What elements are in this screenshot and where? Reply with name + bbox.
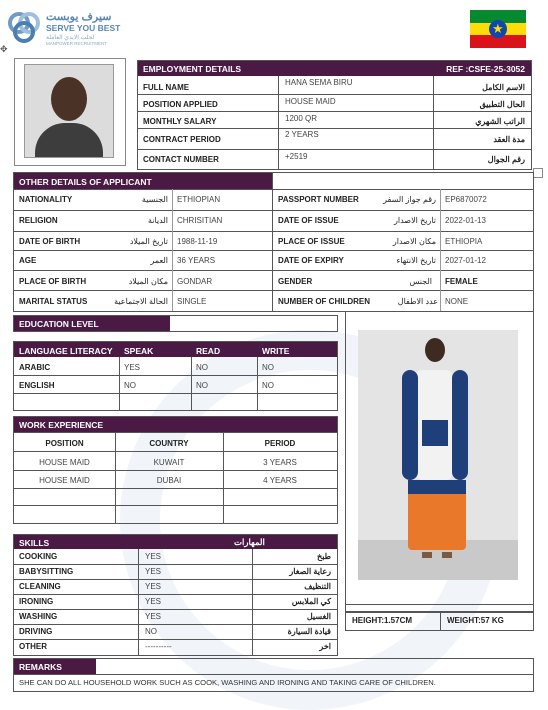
number-of-children-value: NONE — [445, 297, 469, 306]
language-section — [13, 341, 338, 411]
language-row-read: NO — [196, 363, 208, 372]
other-details-header: OTHER DETAILS OF APPLICANT — [19, 177, 152, 187]
skill-arabic-ironing: كي الملابس — [291, 597, 331, 606]
nationality-label: NATIONALITY — [19, 195, 73, 204]
language-row-read: NO — [196, 381, 208, 390]
skill-value-cleaning: YES — [145, 582, 162, 591]
marital-status-label: MARITAL STATUS — [19, 297, 88, 306]
contact-number-label: CONTACT NUMBER — [143, 155, 219, 164]
contract-period-value: 2 YEARS — [285, 130, 319, 139]
language-row-speak: YES — [124, 363, 141, 372]
work-experience-header: WORK EXPERIENCE — [19, 420, 104, 430]
portrait-frame — [14, 58, 126, 166]
skill-arabic-other: اخر — [319, 642, 331, 651]
gender-value: FEMALE — [445, 277, 478, 286]
number-of-children-arabic: عدد الاطفال — [397, 297, 438, 306]
skills-header: SKILLS — [19, 538, 50, 548]
full-body-photo-frame — [345, 311, 534, 613]
full-body-photo — [358, 330, 518, 580]
other-details-section — [13, 172, 534, 312]
employment-section — [137, 60, 532, 170]
place-of-issue-value: ETHIOPIA — [445, 237, 483, 246]
skill-value-driving: NO — [145, 627, 157, 636]
passport-number-arabic: رقم جواز السفر — [383, 195, 436, 204]
reference-number: REF :CSFE-25-3052 — [446, 64, 525, 74]
move-handle-icon[interactable]: ✥ — [0, 44, 8, 54]
country-column-header: COUNTRY — [149, 439, 189, 448]
skill-label-driving: DRIVING — [19, 627, 53, 636]
remarks-section — [13, 658, 534, 692]
religion-value: CHRISITIAN — [177, 216, 223, 225]
religion-arabic: الديانة — [147, 216, 168, 225]
language-row-write: NO — [262, 363, 274, 372]
work-row-position: HOUSE MAID — [39, 458, 90, 467]
position-applied-arabic: الحال التطبيق — [479, 100, 525, 109]
position-column-header: POSITION — [45, 439, 84, 448]
date-of-birth-arabic: تاريخ الميلاد — [129, 237, 168, 246]
logo-sub-english: MANPOWER RECRUITMENT — [46, 41, 107, 46]
nationality-value: ETHIOPIAN — [177, 195, 221, 204]
skill-label-washing: WASHING — [19, 612, 58, 621]
remarks-header: REMARKS — [19, 662, 62, 672]
full-name-arabic: الاسم الكامل — [482, 83, 525, 92]
company-logo — [6, 10, 126, 50]
monthly-salary-value: 1200 QR — [285, 114, 318, 123]
skill-label-cleaning: CLEANING — [19, 582, 61, 591]
skill-arabic-driving: قيادة السيارة — [287, 627, 331, 636]
work-row-position: HOUSE MAID — [39, 476, 90, 485]
age-arabic: العمر — [150, 256, 168, 265]
skill-label-cooking: COOKING — [19, 552, 58, 561]
education-section — [13, 315, 338, 332]
position-applied-value: HOUSE MAID — [285, 97, 336, 106]
gender-arabic: الجنس — [409, 277, 432, 286]
ethiopia-flag: ★ — [470, 10, 526, 48]
place-of-issue-arabic: مكان الاصدار — [392, 237, 436, 246]
number-of-children-label: NUMBER OF CHILDREN — [278, 297, 370, 306]
gender-label: GENDER — [278, 277, 313, 286]
date-of-expiry-arabic: تاريخ الانتهاء — [396, 256, 436, 265]
date-of-issue-value: 2022-01-13 — [445, 216, 486, 225]
religion-label: RELIGION — [19, 216, 58, 225]
language-literacy-header: LANGUAGE LITERACY — [19, 346, 113, 356]
passport-number-value: EP6870072 — [445, 195, 487, 204]
marital-status-arabic: الحالة الاجتماعية — [114, 297, 168, 306]
work-row-period: 3 YEARS — [263, 458, 297, 467]
language-row-label: ENGLISH — [19, 381, 55, 390]
position-applied-label: POSITION APPLIED — [143, 100, 218, 109]
language-row-write: NO — [262, 381, 274, 390]
skills-header-arabic: المهارات — [234, 537, 265, 547]
full-name-label: FULL NAME — [143, 83, 190, 92]
skill-value-other: ---------- — [145, 642, 172, 651]
date-of-expiry-value: 2027-01-12 — [445, 256, 486, 265]
skill-arabic-washing: الغسيل — [306, 612, 331, 621]
skill-label-ironing: IRONING — [19, 597, 54, 606]
employment-header: EMPLOYMENT DETAILS — [143, 64, 242, 74]
monthly-salary-label: MONTHLY SALARY — [143, 117, 217, 126]
language-row-label: ARABIC — [19, 363, 51, 372]
skill-label-babysitting: BABYSITTING — [19, 567, 74, 576]
logo-arabic: سيرف يوبست — [46, 11, 112, 23]
write-header: WRITE — [262, 346, 290, 356]
skills-section — [13, 534, 338, 656]
skill-value-ironing: YES — [145, 597, 162, 606]
work-experience-section — [13, 416, 338, 524]
date-of-issue-arabic: تاريخ الاصدار — [393, 216, 436, 225]
speak-header: SPEAK — [124, 346, 154, 356]
passport-number-label: PASSPORT NUMBER — [278, 195, 359, 204]
work-row-country: KUWAIT — [153, 458, 185, 467]
height-value: HEIGHT:1.57CM — [352, 616, 413, 625]
logo-english: SERVE YOU BEST — [46, 23, 121, 33]
nationality-arabic: الجنسية — [141, 195, 168, 204]
age-label: AGE — [19, 256, 37, 265]
age-value: 36 YEARS — [177, 256, 216, 265]
date-of-birth-label: DATE OF BIRTH — [19, 237, 81, 246]
date-of-expiry-label: DATE OF EXPIRY — [278, 256, 344, 265]
language-row-speak: NO — [124, 381, 136, 390]
measurements-bar — [345, 611, 534, 631]
full-name-value: HANA SEMA BIRU — [285, 78, 353, 87]
place-of-birth-value: GONDAR — [177, 277, 213, 286]
skill-label-other: OTHER — [19, 642, 47, 651]
work-row-period: 4 YEARS — [263, 476, 297, 485]
date-of-birth-value: 1988-11-19 — [177, 237, 218, 246]
weight-value: WEIGHT:57 KG — [447, 616, 504, 625]
period-column-header: PERIOD — [264, 439, 296, 448]
marital-status-value: SINGLE — [177, 297, 207, 306]
contact-number-value: +2519 — [285, 152, 308, 161]
contract-period-arabic: مدة العقد — [493, 135, 525, 144]
read-header: READ — [196, 346, 221, 356]
place-of-birth-arabic: مكان الميلاد — [128, 277, 168, 286]
employment-header-bar — [138, 61, 531, 76]
monthly-salary-arabic: الراتب الشهري — [475, 117, 525, 126]
skill-value-washing: YES — [145, 612, 162, 621]
resize-handle[interactable] — [533, 168, 543, 178]
logo-sub-arabic: لجلب الايدي العاملة — [46, 35, 95, 41]
skill-arabic-cooking: طبخ — [317, 552, 331, 561]
work-row-country: DUBAI — [156, 476, 182, 485]
skill-value-cooking: YES — [145, 552, 162, 561]
contract-period-label: CONTRACT PERIOD — [143, 135, 221, 144]
skill-arabic-babysitting: رعاية الصغار — [289, 567, 331, 576]
skill-value-babysitting: YES — [145, 567, 162, 576]
remarks-text: SHE CAN DO ALL HOUSEHOLD WORK SUCH AS COOK, WASHING AND IRONING AND TAKING CARE OF CHILDREN. — [19, 678, 436, 687]
skill-arabic-cleaning: التنظيف — [304, 582, 331, 591]
education-header: EDUCATION LEVEL — [19, 319, 99, 329]
date-of-issue-label: DATE OF ISSUE — [278, 216, 339, 225]
place-of-birth-label: PLACE OF BIRTH — [19, 277, 87, 286]
contact-number-arabic: رقم الجوال — [487, 155, 525, 164]
logo-knot-icon — [6, 10, 42, 46]
place-of-issue-label: PLACE OF ISSUE — [278, 237, 345, 246]
